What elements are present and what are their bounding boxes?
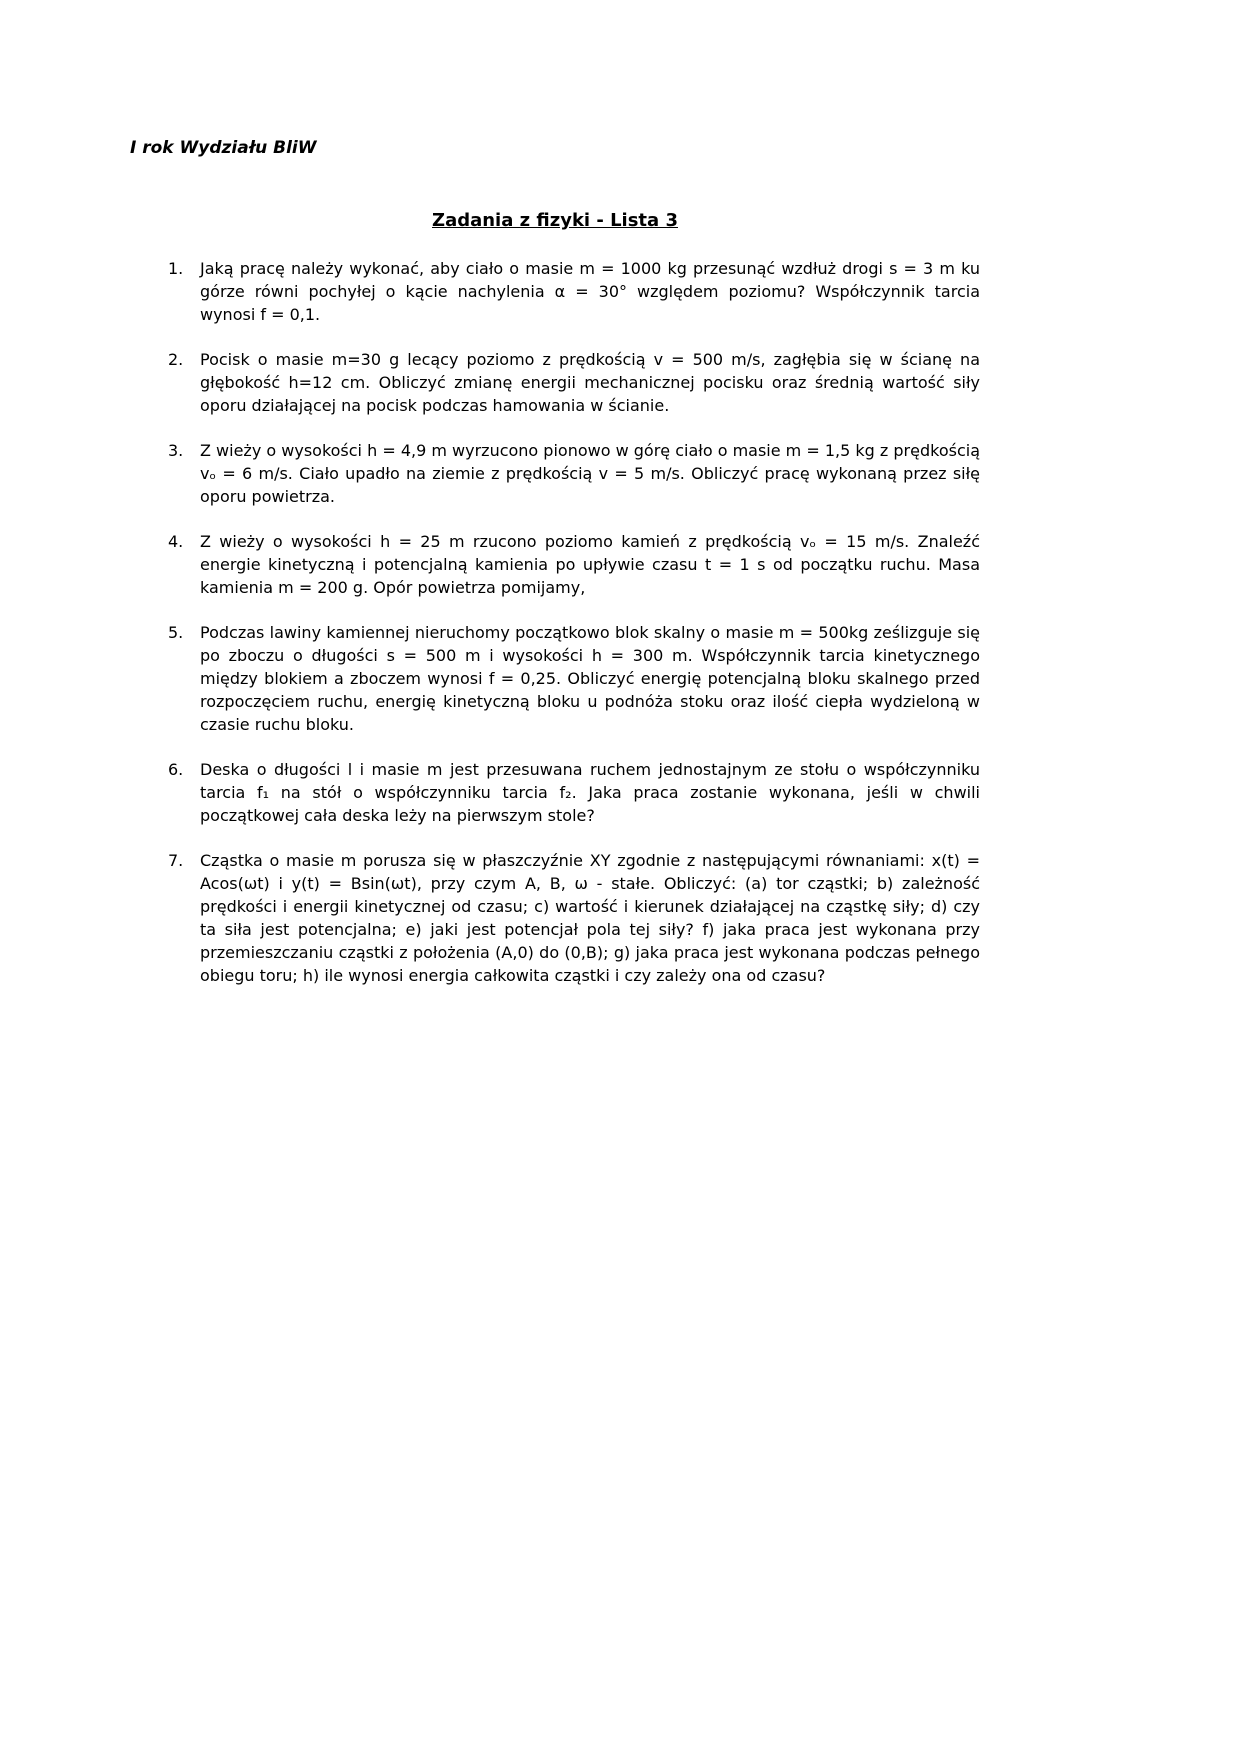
problem-item-3 <box>130 439 980 508</box>
document-header: I rok Wydziału BliW <box>130 138 317 158</box>
problem-text: Cząstka o masie m porusza się w płaszczyźnie XY zgodnie z następującymi równaniami: x(t) = Acos(ωt) i y(t) = Bsin(ωt), przy czym A, B, ω - stałe. Obliczyć: (a) tor cząstki; b) zależność prędkości i energii kinetycznej od czasu; c) wartość i kierunek działającej na cząstkę siły; d) czy ta siła jest potencjalna; e) jaki jest potencjał pola tej siły? f) jaka praca jest wykonana przy przemieszczaniu cząstki z położenia (A,0) do (0,B); g) jaka praca jest wykonana podczas pełnego obiegu toru; h) ile wynosi energia całkowita cząstki i czy zależy ona od czasu? <box>200 851 980 985</box>
problem-number: 7. <box>168 851 184 870</box>
problem-number: 6. <box>168 760 184 779</box>
document-title: Zadania z fizyki - Lista 3 <box>432 210 678 231</box>
problem-list <box>130 257 980 987</box>
problem-number: 5. <box>168 623 184 642</box>
problem-item-7 <box>130 849 980 987</box>
problem-item-1 <box>130 257 980 326</box>
problem-text: Podczas lawiny kamiennej nieruchomy początkowo blok skalny o masie m = 500kg ześlizguje się po zboczu o długości s = 500 m i wysokości h = 300 m. Współczynnik tarcia kinetycznego między blokiem a zboczem wynosi f = 0,25. Obliczyć energię potencjalną bloku skalnego przed rozpoczęciem ruchu, energię kinetyczną bloku u podnóża stoku oraz ilość ciepła wydzieloną w czasie ruchu bloku. <box>200 623 980 734</box>
problem-number: 3. <box>168 441 184 460</box>
problem-text: Z wieży o wysokości h = 4,9 m wyrzucono pionowo w górę ciało o masie m = 1,5 kg z prędkością vₒ = 6 m/s. Ciało upadło na ziemie z prędkością v = 5 m/s. Obliczyć pracę wykonaną przez siłę oporu powietrza. <box>200 441 980 506</box>
problem-text: Pocisk o masie m=30 g lecący poziomo z prędkością v = 500 m/s, zagłębia się w ścianę na głębokość h=12 cm. Obliczyć zmianę energii mechanicznej pocisku oraz średnią wartość siły oporu działającej na pocisk podczas hamowania w ścianie. <box>200 350 980 415</box>
problem-number: 4. <box>168 532 184 551</box>
problem-number: 1. <box>168 259 184 278</box>
problem-item-4 <box>130 530 980 599</box>
problem-text: Jaką pracę należy wykonać, aby ciało o masie m = 1000 kg przesunąć wzdłuż drogi s = 3 m ku górze równi pochyłej o kącie nachylenia α = 30° względem poziomu? Współczynnik tarcia wynosi f = 0,1. <box>200 259 980 324</box>
problem-item-6 <box>130 758 980 827</box>
problem-number: 2. <box>168 350 184 369</box>
problem-item-2 <box>130 348 980 417</box>
problem-item-5 <box>130 621 980 736</box>
problem-text: Deska o długości l i masie m jest przesuwana ruchem jednostajnym ze stołu o współczynniku tarcia f₁ na stół o współczynniku tarcia f₂. Jaka praca zostanie wykonana, jeśli w chwili początkowej cała deska leży na pierwszym stole? <box>200 760 980 825</box>
problem-text: Z wieży o wysokości h = 25 m rzucono poziomo kamień z prędkością vₒ = 15 m/s. Znaleźć energie kinetyczną i potencjalną kamienia po upływie czasu t = 1 s od początku ruchu. Masa kamienia m = 200 g. Opór powietrza pomijamy, <box>200 532 980 597</box>
